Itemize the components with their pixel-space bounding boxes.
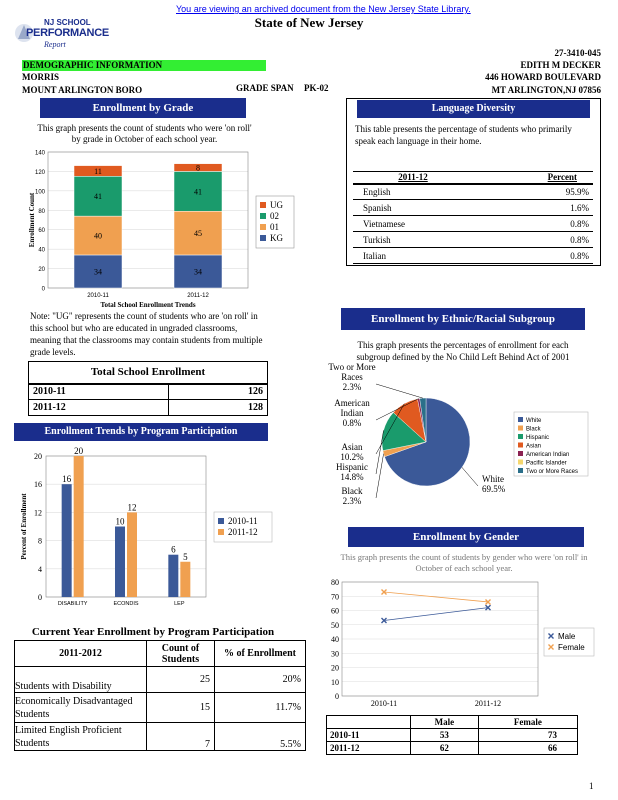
bar — [62, 484, 72, 597]
language-name-cell: Vietnamese — [363, 218, 405, 229]
school-city: MT ARLINGTON,NJ 07856 — [491, 85, 601, 95]
y-tick-label: 60 — [38, 228, 45, 235]
ethnic-chart — [322, 362, 592, 522]
table-row — [353, 248, 593, 264]
y-tick-label: 70 — [331, 592, 339, 602]
total-year-cell: 2010-11 — [29, 384, 169, 400]
data-label: 12 — [127, 502, 137, 513]
leader-line — [462, 467, 478, 486]
x-tick-label: LEP — [174, 601, 185, 607]
county: MORRIS — [22, 72, 60, 82]
y-tick-label: 100 — [34, 189, 45, 196]
language-name-cell: English — [363, 186, 391, 197]
data-label: 6 — [171, 544, 176, 555]
program-pct-cell: 20% — [215, 667, 306, 693]
gender-female-cell: 73 — [478, 729, 577, 742]
y-tick-label: 20 — [331, 663, 339, 673]
legend-swatch — [260, 235, 266, 241]
archive-notice-link[interactable]: You are viewing an archived document from the New Jersey State Library. — [176, 4, 471, 14]
y-tick-label: 0 — [335, 692, 339, 701]
legend-label: Black — [526, 426, 541, 433]
bar — [74, 456, 84, 597]
x-tick-label: 2011-12 — [187, 293, 209, 299]
enrollment-grade-description: This graph presents the count of students who were 'on roll' by grade in October of each school year. — [37, 123, 252, 144]
language-name-cell: Italian — [363, 250, 386, 261]
legend-label: Two or More Races — [526, 469, 579, 475]
bar — [127, 512, 137, 597]
legend-label: 2011-12 — [228, 527, 258, 537]
y-tick-label: 10 — [331, 677, 339, 687]
y-tick-label: 80 — [38, 208, 45, 215]
district: MOUNT ARLINGTON BORO — [22, 85, 143, 95]
gender-chart — [322, 576, 600, 710]
legend-swatch — [218, 529, 224, 535]
total-value-cell: 128 — [169, 400, 268, 416]
state-title: State of New Jersey — [254, 15, 364, 30]
legend-label: Male — [558, 632, 576, 641]
leader-line — [376, 454, 384, 498]
program-chart — [16, 446, 278, 612]
legend-label: White — [526, 418, 542, 424]
table-row — [353, 216, 593, 232]
gender-col-male: Male — [411, 716, 479, 729]
data-label: 40 — [94, 231, 102, 241]
slice-value-label: 2.3% — [342, 496, 362, 506]
current-program-title: Current Year Enrollment by Program Participation — [31, 626, 275, 638]
slice-value-label: 2.3% — [342, 382, 362, 392]
table-row — [327, 729, 578, 742]
legend-label: Female — [558, 643, 585, 652]
bar — [168, 555, 178, 597]
y-tick-label: 20 — [34, 452, 42, 461]
language-header: Language Diversity — [357, 100, 590, 118]
series-line — [384, 592, 488, 602]
x-tick-label: 2010-11 — [87, 293, 109, 299]
y-tick-label: 4 — [38, 564, 42, 574]
legend-label: Hispanic — [526, 435, 550, 441]
legend-swatch — [518, 434, 523, 439]
language-col-year: 2011-12 — [398, 172, 428, 183]
legend-label: Pacific Islander — [526, 460, 567, 467]
x-tick-label: ECONDIS — [113, 601, 139, 607]
data-label: 20 — [74, 446, 84, 456]
gender-col-female: Female — [478, 716, 577, 729]
slice-name-label: Two or More — [328, 362, 376, 372]
data-label: 34 — [94, 267, 102, 277]
slice-name-label: Black — [341, 486, 363, 496]
slice-name-label: Races — [341, 372, 363, 382]
total-enrollment-header: Total School Enrollment — [29, 362, 268, 384]
y-tick-label: 8 — [38, 536, 42, 546]
program-count-cell: 7 — [147, 723, 215, 751]
legend-label: 01 — [270, 222, 279, 232]
school-address: 446 HOWARD BOULEVARD — [485, 72, 601, 82]
school-code: 27-3410-045 — [554, 48, 601, 58]
program-label-cell: Limited English Proficient Students — [15, 723, 147, 751]
legend-swatch — [518, 426, 523, 431]
gender-table — [326, 715, 578, 755]
gender-description: This graph presents the count of students by gender who were 'on roll' in October of each school year. — [340, 552, 588, 573]
slice-value-label: 69.5% — [482, 484, 506, 494]
table-row — [29, 384, 268, 400]
legend-swatch — [260, 213, 266, 219]
gender-col-blank — [327, 716, 411, 729]
table-row — [15, 693, 306, 723]
slice-value-label: 14.8% — [340, 472, 364, 482]
legend-swatch — [260, 202, 266, 208]
gender-male-cell: 62 — [411, 742, 479, 755]
logo — [14, 17, 109, 53]
y-tick-label: 80 — [331, 578, 339, 587]
language-pct-cell: 0.8% — [570, 250, 589, 261]
ethnic-header: Enrollment by Ethnic/Racial Subgroup — [341, 308, 585, 330]
logo-line2: PERFORMANCE — [26, 27, 109, 39]
program-label-cell: Economically Disadvantaged Students — [15, 693, 147, 723]
data-label: 45 — [194, 229, 202, 239]
legend-swatch — [518, 460, 523, 465]
school-name: EDITH M DECKER — [520, 60, 601, 70]
table-row — [15, 723, 306, 751]
demographic-bar — [22, 60, 266, 71]
language-pct-cell: 1.6% — [570, 202, 589, 213]
total-year-cell: 2011-12 — [29, 400, 169, 416]
total-enrollment-table — [28, 361, 268, 416]
program-pct-cell: 5.5% — [215, 723, 306, 751]
legend-label: Asian — [526, 443, 542, 450]
program-label-cell: Students with Disability — [15, 667, 147, 693]
y-tick-label: 40 — [331, 635, 339, 644]
x-tick-label: 2010-11 — [370, 699, 398, 708]
slice-name-label: Asian — [341, 442, 363, 452]
y-tick-label: 20 — [38, 267, 45, 274]
x-axis-label: Total School Enrollment Trends — [100, 301, 196, 309]
legend-label: 02 — [270, 211, 279, 221]
table-row — [327, 742, 578, 755]
col-year: 2011-2012 — [15, 641, 147, 667]
language-box — [346, 98, 601, 266]
table-row — [353, 184, 593, 200]
y-tick-label: 16 — [34, 480, 42, 490]
program-count-cell: 25 — [147, 667, 215, 693]
x-tick-label: 2011-12 — [474, 699, 502, 708]
table-row — [15, 667, 306, 693]
col-pct: % of Enrollment — [215, 641, 306, 667]
ug-note: Note: "UG" represents the count of students who are 'on roll' in this school but who are educated in ungraded classrooms, meaning that the classrooms may contain students from multiple grade levels. — [30, 311, 263, 357]
y-axis-label: Percent of Enrollment — [20, 493, 28, 560]
language-pct-cell: 0.8% — [570, 218, 589, 229]
language-col-percent: Percent — [547, 172, 577, 183]
bar — [180, 562, 190, 597]
x-tick-label: DISABILITY — [57, 601, 88, 607]
program-count-cell: 15 — [147, 693, 215, 723]
gender-male-cell: 53 — [411, 729, 479, 742]
y-axis-label: Enrollment Count — [28, 192, 36, 248]
logo-line1: NJ SCHOOL — [44, 18, 91, 27]
leader-line — [376, 384, 423, 398]
y-tick-label: 40 — [38, 247, 45, 254]
col-count: Count of Students — [147, 641, 215, 667]
y-tick-label: 120 — [34, 169, 45, 176]
grade-span: PK-02 — [304, 83, 329, 93]
legend-swatch — [260, 224, 266, 230]
y-tick-label: 30 — [331, 649, 339, 659]
language-pct-cell: 95.9% — [565, 186, 589, 197]
language-name-cell: Turkish — [363, 234, 391, 245]
gender-year-cell: 2010-11 — [327, 729, 411, 742]
data-label: 10 — [115, 516, 125, 527]
language-description: This table presents the percentage of students who primarily speak each language in their home. — [355, 124, 572, 146]
slice-name-label: American — [334, 398, 370, 408]
legend-swatch — [518, 417, 523, 422]
gender-header: Enrollment by Gender — [348, 527, 584, 547]
legend-swatch — [518, 451, 523, 456]
program-pct-cell: 11.7% — [215, 693, 306, 723]
bar — [115, 527, 125, 598]
current-program-table — [14, 640, 306, 751]
legend-label: American Indian — [526, 452, 570, 458]
y-tick-label: 60 — [331, 606, 339, 616]
slice-name-label: Indian — [340, 408, 364, 418]
gender-female-cell: 66 — [478, 742, 577, 755]
data-label: 41 — [194, 187, 202, 197]
slice-value-label: 10.2% — [340, 452, 364, 462]
language-name-cell: Spanish — [363, 202, 392, 213]
grade-chart — [22, 146, 292, 308]
series-line — [384, 608, 488, 621]
legend-label: UG — [270, 200, 283, 210]
table-row — [353, 200, 593, 216]
demographic-label: DEMOGRAPHIC INFORMATION — [23, 60, 163, 70]
legend-label: 2010-11 — [228, 516, 258, 526]
ethnic-description: This graph presents the percentages of enrollment for each subgroup defined by the No Child Left Behind Act of 2001 — [356, 340, 570, 362]
page-number: 1 — [589, 781, 594, 791]
data-label: 34 — [194, 267, 202, 277]
y-tick-label: 0 — [41, 286, 45, 293]
grade-span-label: GRADE SPAN — [236, 83, 294, 93]
language-table — [353, 171, 593, 264]
table-row — [29, 400, 268, 416]
logo-line3: Report — [44, 40, 66, 49]
data-label: 16 — [62, 474, 72, 485]
legend-swatch — [518, 468, 523, 473]
data-label: 41 — [94, 192, 102, 202]
y-tick-label: 12 — [34, 508, 42, 518]
enrollment-grade-header: Enrollment by Grade — [40, 98, 246, 118]
y-tick-label: 140 — [34, 150, 45, 157]
slice-value-label: 0.8% — [342, 418, 362, 428]
data-label: 5 — [183, 551, 188, 562]
y-tick-label: 50 — [331, 620, 339, 630]
legend-label: KG — [270, 233, 283, 243]
y-tick-label: 0 — [38, 593, 42, 602]
table-row — [353, 232, 593, 248]
data-label: 11 — [94, 166, 102, 176]
legend-swatch — [218, 518, 224, 524]
language-pct-cell: 0.8% — [570, 234, 589, 245]
total-value-cell: 126 — [169, 384, 268, 400]
data-label: 8 — [196, 163, 200, 173]
slice-name-label: Hispanic — [336, 462, 368, 472]
program-trends-header: Enrollment Trends by Program Participation — [14, 423, 268, 441]
slice-name-label: White — [482, 474, 504, 484]
gender-year-cell: 2011-12 — [327, 742, 411, 755]
legend-swatch — [518, 443, 523, 448]
